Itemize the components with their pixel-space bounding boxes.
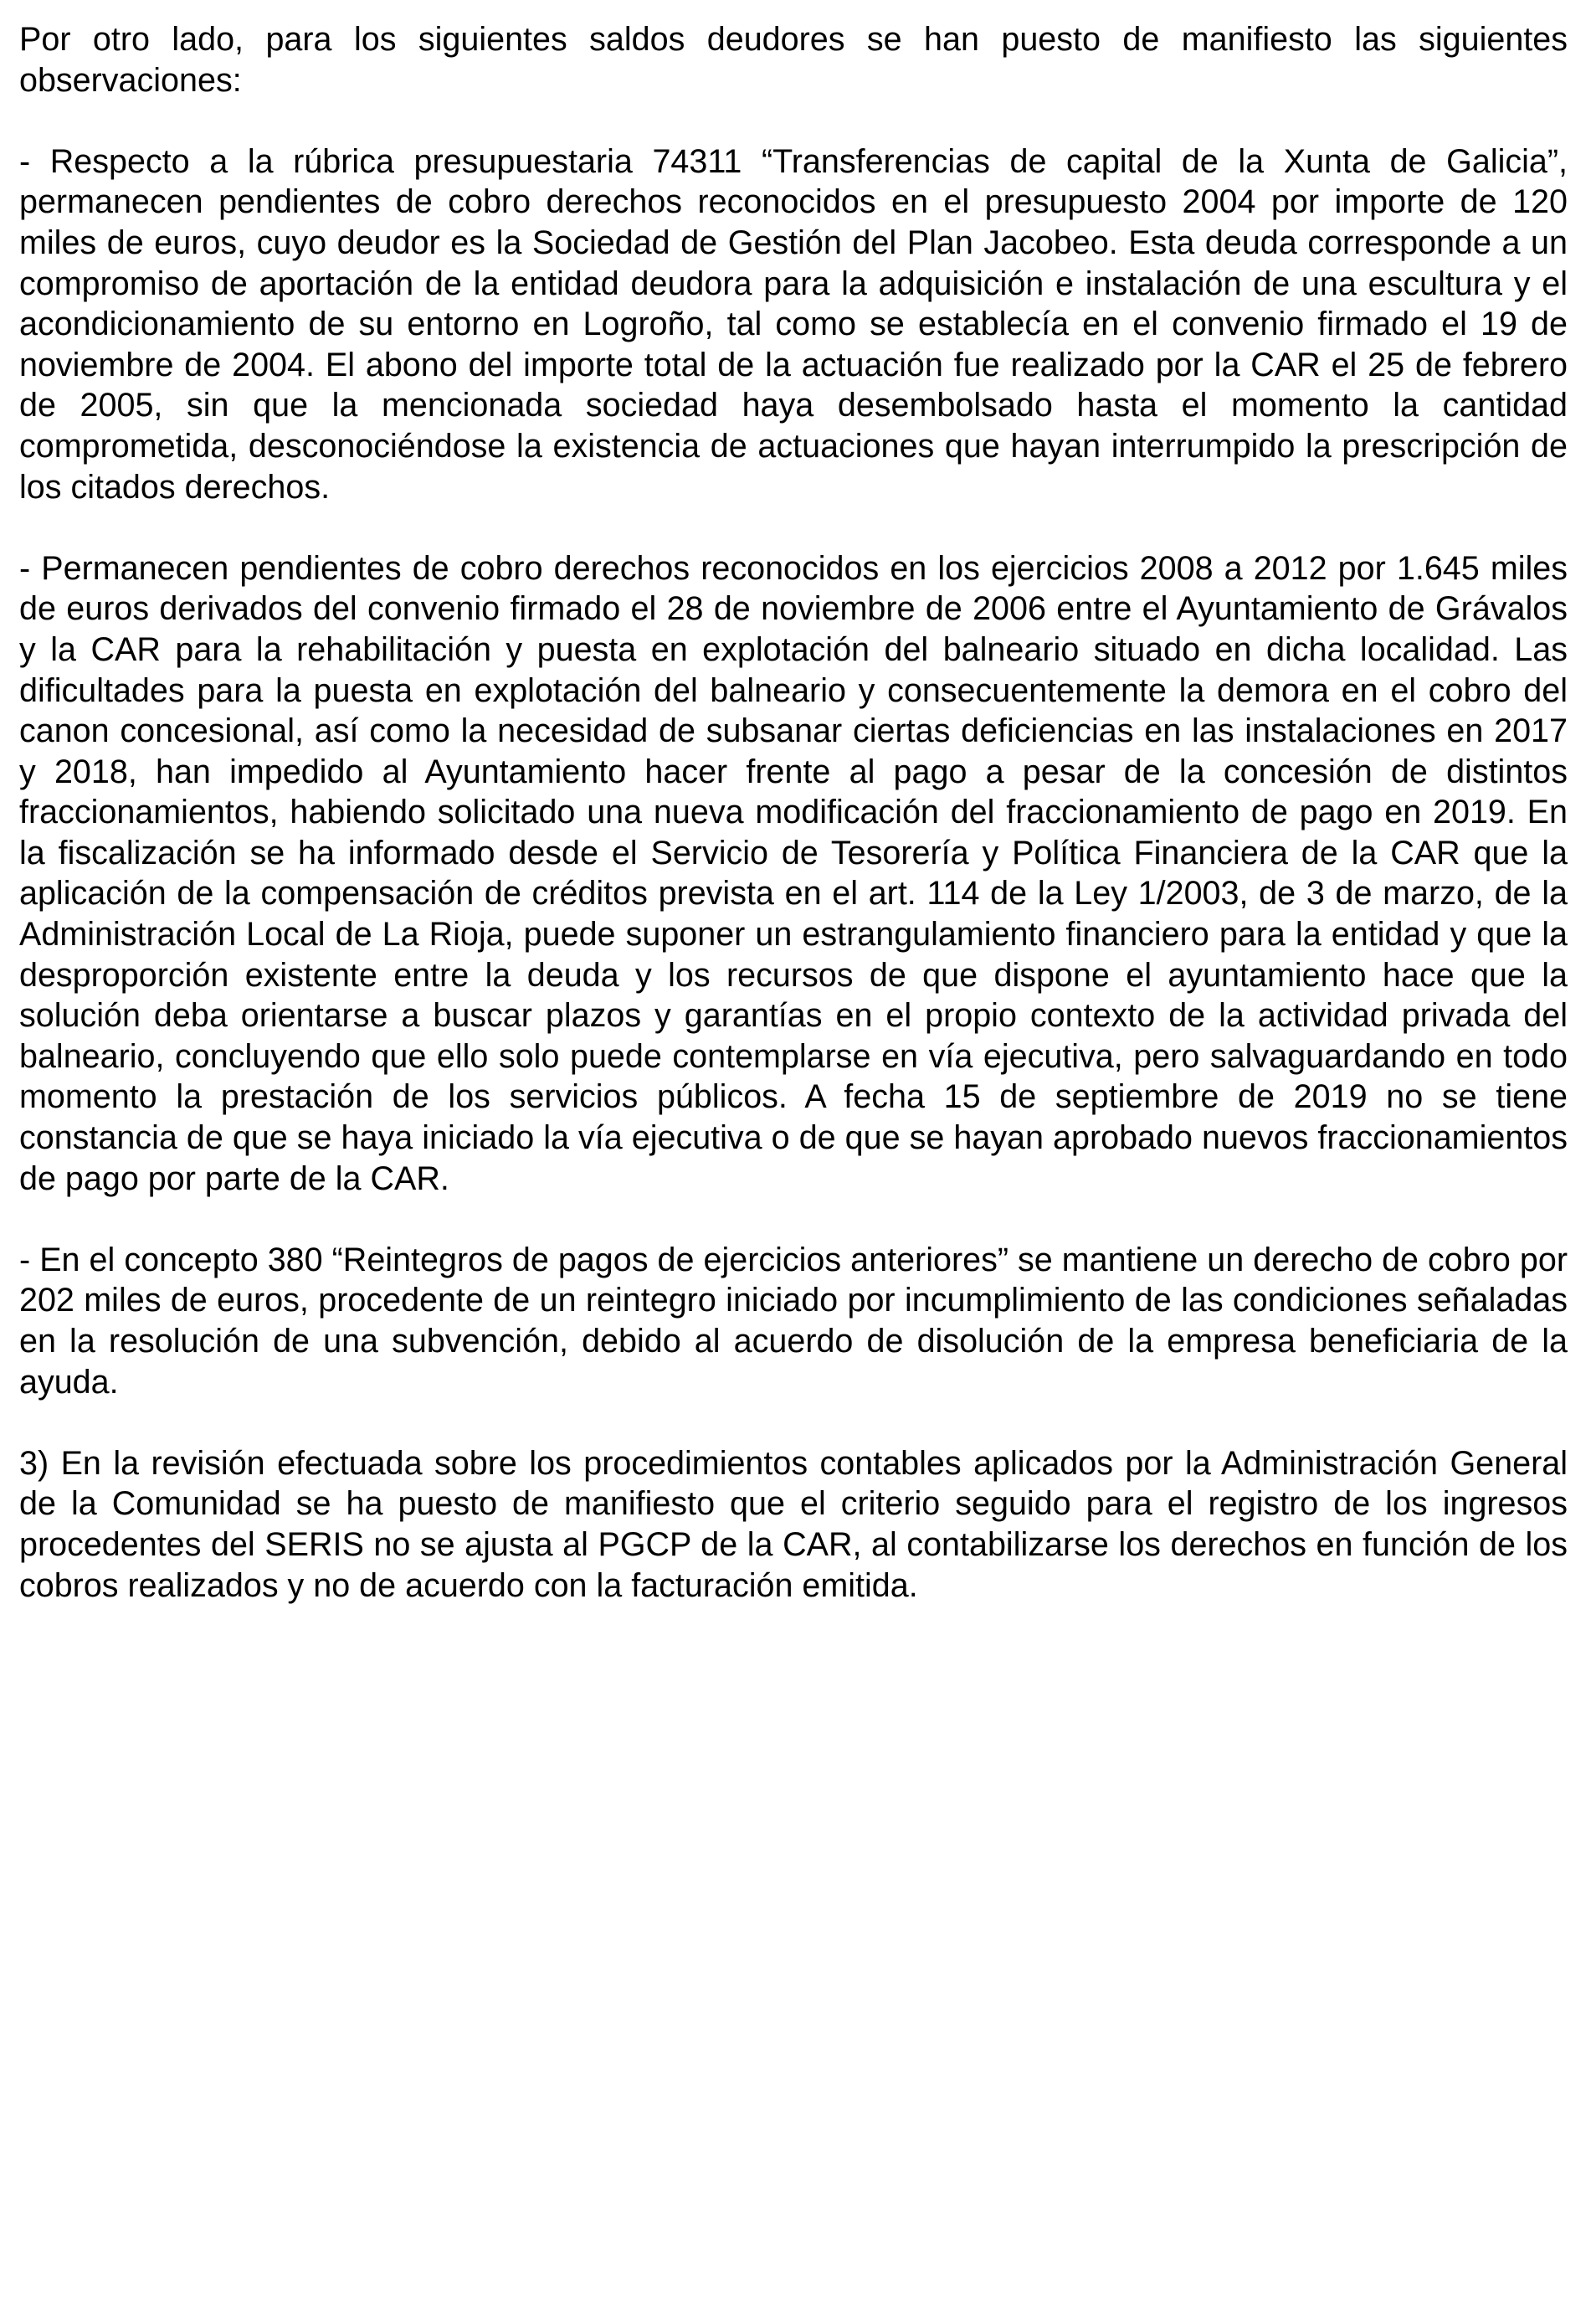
document-page <box>19 19 1568 1647</box>
paragraph-gravalos: - Permanecen pendientes de cobro derechos reconocidos en los ejercicios 2008 a 2012 por 1.645 miles de euros derivados del convenio firmado el 28 de noviembre de 2006 entre el Ayuntamiento de Grávalos y la CAR para la rehabilitación y puesta en explotación del balneario situado en dicha localidad. Las dificultades para la puesta en explotación del balneario y consecuentemente la demora en el cobro del canon concesional, así como la necesidad de subsanar ciertas deficiencias en las instalaciones en 2017 y 2018, han impedido al Ayuntamiento hacer frente al pago a pesar de la concesión de distintos fraccionamientos, habiendo solicitado una nueva modificación del fraccionamiento de pago en 2019. En la fiscalización se ha informado desde el Servicio de Tesorería y Política Financiera de la CAR que la aplicación de la compensación de créditos prevista en el art. 114 de la Ley 1/2003, de 3 de marzo, de la Administración Local de La Rioja, puede suponer un estrangulamiento financiero para la entidad y que la desproporción existente entre la deuda y los recursos de que dispone el ayuntamiento hace que la solución deba orientarse a buscar plazos y garantías en el propio contexto de la actividad privada del balneario, concluyendo que ello solo puede contemplarse en vía ejecutiva, pero salvaguardando en todo momento la prestación de los servicios públicos. A fecha 15 de septiembre de 2019 no se tiene constancia de que se haya iniciado la vía ejecutiva o de que se hayan aprobado nuevos fraccionamientos de pago por parte de la CAR. <box>19 549 1568 1197</box>
paragraph-intro: Por otro lado, para los siguientes saldos deudores se han puesto de manifiesto las siguientes observaciones: <box>19 21 1568 99</box>
paragraph-seris: 3) En la revisión efectuada sobre los procedimientos contables aplicados por la Administración General de la Comunidad se ha puesto de manifiesto que el criterio seguido para el registro de los ingresos procedentes del SERIS no se ajusta al PGCP de la CAR, al contabilizarse los derechos en función de los cobros realizados y no de acuerdo con la facturación emitida. <box>19 1444 1568 1604</box>
paragraph-rubrica-74311: - Respecto a la rúbrica presupuestaria 74311 “Transferencias de capital de la Xunta de Galicia”, permanecen pendientes de cobro derechos reconocidos en el presupuesto 2004 por importe de 120 miles de euros, cuyo deudor es la Sociedad de Gestión del Plan Jacobeo. Esta deuda corresponde a un compromiso de aportación de la entidad deudora para la adquisición e instalación de una escultura y el acondicionamiento de su entorno en Logroño, tal como se establecía en el convenio firmado el 19 de noviembre de 2004. El abono del importe total de la actuación fue realizado por la CAR el 25 de febrero de 2005, sin que la mencionada sociedad haya desembolsado hasta el momento la cantidad comprometida, desconociéndose la existencia de actuaciones que hayan interrumpido la prescripción de los citados derechos. <box>19 142 1568 506</box>
paragraph-concepto-380: - En el concepto 380 “Reintegros de pagos de ejercicios anteriores” se mantiene un derecho de cobro por 202 miles de euros, procedente de un reintegro iniciado por incumplimiento de las condiciones señaladas en la resolución de una subvención, debido al acuerdo de disolución de la empresa beneficiaria de la ayuda. <box>19 1241 1568 1401</box>
